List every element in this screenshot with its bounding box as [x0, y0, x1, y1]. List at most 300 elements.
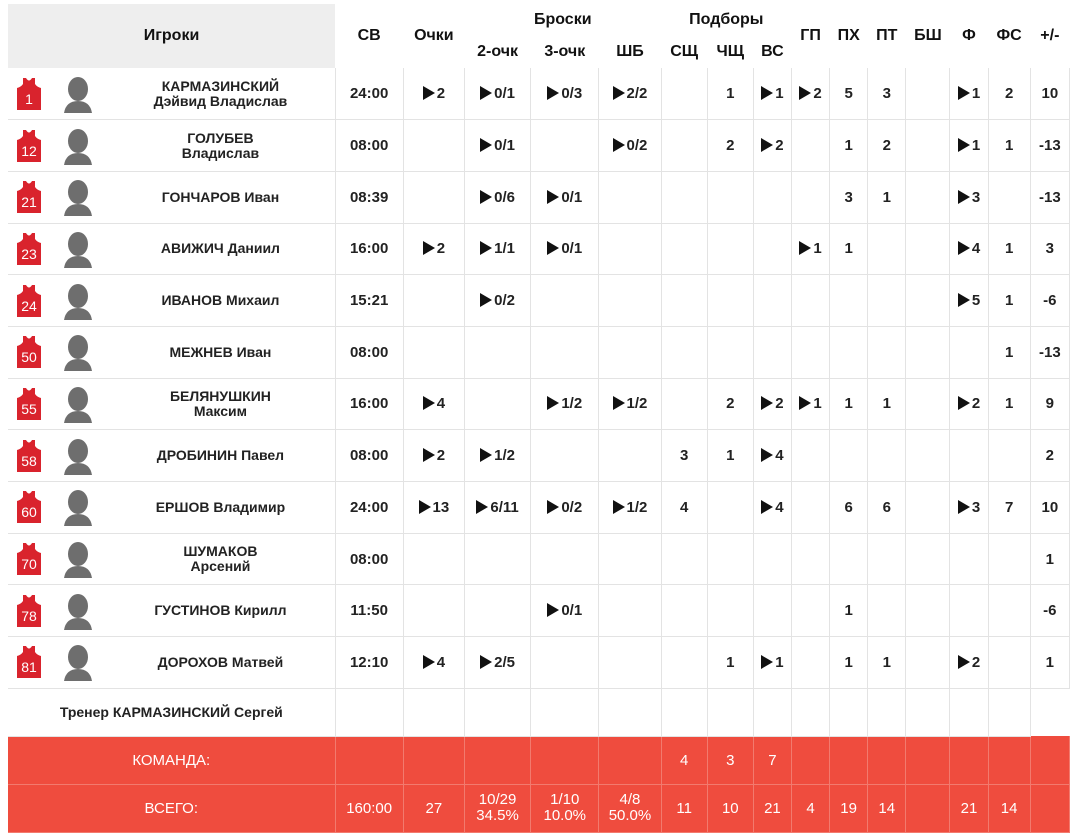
stat-three-pt	[531, 223, 599, 275]
stat-blk	[906, 120, 950, 172]
stat-def-reb	[661, 482, 707, 534]
stat-tot-reb-value: 4	[775, 498, 784, 516]
stat-ft	[599, 275, 661, 327]
play-video-icon[interactable]	[799, 396, 811, 410]
total-two-made: 10/29	[478, 791, 517, 809]
stat-off-reb	[707, 430, 753, 482]
play-video-icon[interactable]	[958, 190, 970, 204]
stat-tov	[868, 482, 906, 534]
play-video-icon[interactable]	[958, 86, 970, 100]
stat-plus-minus	[1030, 378, 1069, 430]
play-video-icon[interactable]	[423, 655, 435, 669]
header-stl: ПХ	[837, 27, 860, 44]
stat-tov	[868, 585, 906, 637]
total-three	[531, 784, 599, 832]
coach-empty-cell	[599, 688, 661, 736]
stat-tov	[868, 275, 906, 327]
stat-def-reb	[661, 68, 707, 120]
stat-off-reb	[707, 120, 753, 172]
stat-tot-reb-value: 1	[775, 85, 784, 103]
stat-blk	[906, 171, 950, 223]
jersey-icon	[17, 285, 41, 317]
stat-fouls	[950, 637, 988, 689]
stat-plus-minus-value: 10	[1041, 498, 1059, 516]
total-ft	[599, 784, 661, 832]
player-row[interactable]	[8, 326, 1070, 378]
play-video-icon[interactable]	[480, 86, 492, 100]
player-name-line1: ЕРШОВ Владимир	[155, 498, 286, 515]
play-video-icon[interactable]	[419, 500, 431, 514]
photo-cell	[50, 585, 106, 637]
player-name[interactable]	[106, 120, 335, 172]
stat-ft	[599, 637, 661, 689]
stat-two-pt-value: 0/6	[494, 188, 515, 206]
coach-row	[8, 688, 1070, 736]
play-video-icon[interactable]	[547, 190, 559, 204]
stat-pts	[403, 430, 464, 482]
stat-off-reb	[707, 68, 753, 120]
stat-ast-value: 1	[813, 395, 822, 413]
avatar-placeholder-icon	[61, 282, 95, 320]
team-empty-cell	[403, 736, 464, 784]
player-name-line1: КАРМАЗИНСКИЙ	[161, 77, 280, 94]
stat-off-reb	[707, 637, 753, 689]
player-name-line1: АВИЖИЧ Даниил	[160, 240, 280, 257]
stat-fouls-drawn	[988, 430, 1030, 482]
stat-pts	[403, 171, 464, 223]
stat-ft	[599, 326, 661, 378]
stat-blk	[906, 637, 950, 689]
stat-two-pt-value: 0/1	[494, 85, 515, 103]
stat-ast	[791, 326, 829, 378]
stat-pts	[403, 275, 464, 327]
stat-ft	[599, 482, 661, 534]
play-video-icon[interactable]	[613, 86, 625, 100]
stat-fouls	[950, 378, 988, 430]
stat-min	[335, 585, 403, 637]
stat-ft-value: 2/2	[626, 85, 648, 103]
stat-tov	[868, 326, 906, 378]
stat-fouls-value: 2	[971, 395, 981, 413]
stat-blk	[906, 68, 950, 120]
stat-ft-value: 0/2	[626, 137, 648, 155]
stat-fouls-drawn	[988, 533, 1030, 585]
stat-fouls-drawn	[988, 482, 1030, 534]
play-video-icon[interactable]	[480, 655, 492, 669]
boxscore-table	[8, 4, 1070, 833]
stat-three-pt	[531, 68, 599, 120]
stat-stl-value: 5	[844, 85, 853, 103]
stat-fouls-drawn	[988, 171, 1030, 223]
player-name-line2: Владислав	[181, 144, 260, 161]
stat-plus-minus	[1030, 482, 1069, 534]
stat-fouls-drawn	[988, 585, 1030, 637]
jersey-cell	[8, 482, 50, 534]
stat-stl	[830, 68, 868, 120]
stat-three-pt	[531, 378, 599, 430]
avatar-placeholder-icon	[61, 643, 95, 681]
stat-min-value: 15:21	[349, 292, 389, 310]
jersey-cell	[8, 275, 50, 327]
stat-tot-reb	[753, 585, 791, 637]
stat-plus-minus-value: -6	[1043, 292, 1057, 310]
photo-cell	[50, 533, 106, 585]
stat-ast	[791, 275, 829, 327]
stat-blk	[906, 378, 950, 430]
stat-min-value: 08:00	[349, 550, 389, 568]
jersey-number: 24	[21, 297, 37, 314]
total-stl: 19	[830, 784, 868, 832]
jersey-icon	[17, 491, 41, 523]
play-video-icon[interactable]	[613, 138, 625, 152]
player-row[interactable]	[8, 120, 1070, 172]
player-name[interactable]	[106, 171, 335, 223]
jersey-cell	[8, 120, 50, 172]
stat-two-pt	[464, 171, 530, 223]
coach-empty-cell	[707, 688, 753, 736]
stat-fouls-drawn	[988, 120, 1030, 172]
total-tov: 14	[868, 784, 906, 832]
play-video-icon[interactable]	[761, 396, 773, 410]
play-video-icon[interactable]	[423, 396, 435, 410]
stat-three-pt	[531, 482, 599, 534]
team-empty-cell	[791, 736, 829, 784]
jersey-number: 23	[21, 245, 37, 262]
stat-fouls-drawn-value: 2	[1004, 85, 1014, 103]
play-video-icon[interactable]	[799, 241, 811, 255]
stat-pts	[403, 482, 464, 534]
player-name-line1: ИВАНОВ Михаил	[161, 292, 280, 309]
player-name[interactable]	[106, 68, 335, 120]
stat-three-pt	[531, 637, 599, 689]
play-video-icon[interactable]	[761, 500, 773, 514]
player-name-line1: ДРОБИНИН Павел	[156, 447, 285, 464]
stat-blk	[906, 533, 950, 585]
jersey-icon	[17, 595, 41, 627]
play-video-icon[interactable]	[480, 138, 492, 152]
jersey-cell	[8, 585, 50, 637]
player-name[interactable]	[106, 430, 335, 482]
jersey-cell	[8, 326, 50, 378]
total-def-reb: 11	[661, 784, 707, 832]
stat-three-pt	[531, 430, 599, 482]
stat-blk	[906, 326, 950, 378]
play-video-icon[interactable]	[423, 241, 435, 255]
stat-ast	[791, 171, 829, 223]
stat-three-pt-value: 0/3	[561, 85, 583, 103]
photo-cell	[50, 637, 106, 689]
stat-off-reb-value: 2	[726, 395, 735, 413]
play-video-icon[interactable]	[761, 655, 773, 669]
stat-def-reb	[661, 275, 707, 327]
player-name[interactable]	[106, 223, 335, 275]
play-video-icon[interactable]	[761, 86, 773, 100]
stat-three-pt-value: 0/1	[561, 188, 583, 206]
total-two	[464, 784, 530, 832]
jersey-icon	[17, 233, 41, 265]
coach-empty-cell	[988, 688, 1030, 736]
header-shots-group: Броски	[533, 11, 592, 28]
player-row[interactable]	[8, 68, 1070, 120]
jersey-icon	[17, 388, 41, 420]
stat-min	[335, 171, 403, 223]
header-rebounds-group: Подборы	[689, 11, 764, 28]
play-video-icon[interactable]	[480, 448, 492, 462]
stat-min-value: 08:00	[349, 447, 389, 465]
stat-tot-reb	[753, 482, 791, 534]
stat-ast	[791, 223, 829, 275]
play-video-icon[interactable]	[547, 86, 559, 100]
header-pts: Очки	[414, 27, 454, 44]
stat-ft-value: 1/2	[626, 395, 648, 413]
header-players: Игроки	[8, 4, 335, 68]
total-plus-minus	[1030, 784, 1069, 832]
coach-empty-cell	[753, 688, 791, 736]
header-ast: ГП	[800, 27, 821, 44]
play-video-icon[interactable]	[613, 396, 625, 410]
stat-plus-minus-value: 3	[1045, 240, 1055, 258]
play-video-icon[interactable]	[958, 241, 970, 255]
play-video-icon[interactable]	[761, 448, 773, 462]
play-video-icon[interactable]	[958, 655, 970, 669]
stat-fouls-drawn	[988, 68, 1030, 120]
stat-off-reb	[707, 378, 753, 430]
coach-empty-cell	[950, 688, 988, 736]
stat-off-reb-value: 1	[726, 447, 735, 465]
play-video-icon[interactable]	[958, 500, 970, 514]
jersey-number: 55	[21, 400, 37, 417]
total-row	[8, 784, 1070, 832]
stat-fouls-drawn-value: 1	[1004, 240, 1014, 258]
play-video-icon[interactable]	[547, 396, 559, 410]
stat-min	[335, 120, 403, 172]
team-row	[8, 736, 1070, 784]
stat-min	[335, 223, 403, 275]
player-row[interactable]	[8, 533, 1070, 585]
stat-plus-minus-value: -6	[1043, 602, 1057, 620]
stat-plus-minus-value: 9	[1045, 395, 1055, 413]
coach-empty-cell	[830, 688, 868, 736]
stat-pts-value: 4	[436, 395, 446, 413]
stat-ast	[791, 68, 829, 120]
stat-min	[335, 430, 403, 482]
stat-ft	[599, 120, 661, 172]
stat-def-reb	[661, 326, 707, 378]
player-row[interactable]	[8, 223, 1070, 275]
player-name-line2: Арсений	[190, 558, 251, 575]
stat-blk	[906, 430, 950, 482]
play-video-icon[interactable]	[476, 500, 488, 514]
play-video-icon[interactable]	[423, 448, 435, 462]
player-row[interactable]	[8, 378, 1070, 430]
stat-min-value: 08:00	[349, 343, 389, 361]
stat-two-pt-value: 6/11	[490, 498, 519, 516]
stat-tot-reb	[753, 171, 791, 223]
stat-fouls-drawn	[988, 326, 1030, 378]
play-video-icon[interactable]	[547, 241, 559, 255]
stat-ft	[599, 378, 661, 430]
total-ft-made: 4/8	[619, 791, 641, 809]
play-video-icon[interactable]	[958, 396, 970, 410]
coach-empty-cell	[464, 688, 530, 736]
team-empty-cell	[830, 736, 868, 784]
total-blk	[906, 784, 950, 832]
stat-ft	[599, 533, 661, 585]
play-video-icon[interactable]	[613, 500, 625, 514]
stat-off-reb	[707, 326, 753, 378]
jersey-number: 70	[21, 556, 37, 573]
stat-ast	[791, 533, 829, 585]
stat-fouls	[950, 585, 988, 637]
jersey-number: 58	[21, 452, 37, 469]
player-name-line1: ДОРОХОВ Матвей	[157, 653, 284, 670]
stat-def-reb	[661, 533, 707, 585]
stat-three-pt-value: 0/1	[561, 240, 583, 258]
stat-tov	[868, 120, 906, 172]
stat-ft	[599, 171, 661, 223]
coach-empty-cell	[531, 688, 599, 736]
stat-off-reb	[707, 482, 753, 534]
stat-stl	[830, 585, 868, 637]
player-name[interactable]	[106, 378, 335, 430]
total-three-made: 1/10	[550, 791, 580, 809]
play-video-icon[interactable]	[480, 241, 492, 255]
play-video-icon[interactable]	[547, 500, 559, 514]
player-row[interactable]	[8, 430, 1070, 482]
stat-plus-minus	[1030, 275, 1069, 327]
jersey-icon	[17, 78, 41, 110]
photo-cell	[50, 68, 106, 120]
player-name[interactable]	[106, 326, 335, 378]
stat-stl-value: 6	[844, 498, 853, 516]
stat-min-value: 08:39	[349, 188, 389, 206]
stat-plus-minus-value: -13	[1039, 343, 1061, 361]
play-video-icon[interactable]	[761, 138, 773, 152]
stat-two-pt-value: 1/1	[494, 240, 515, 258]
play-video-icon[interactable]	[799, 86, 811, 100]
stat-tov-value: 1	[882, 188, 891, 206]
total-min: 160:00	[335, 784, 403, 832]
stat-fouls-value: 2	[971, 653, 981, 671]
stat-two-pt	[464, 223, 530, 275]
stat-pts	[403, 326, 464, 378]
stat-tov	[868, 533, 906, 585]
stat-pts	[403, 68, 464, 120]
player-name[interactable]	[106, 482, 335, 534]
avatar-placeholder-icon	[61, 75, 95, 113]
stat-two-pt	[464, 482, 530, 534]
stat-stl	[830, 533, 868, 585]
jersey-number: 50	[21, 349, 37, 366]
team-empty-cell	[950, 736, 988, 784]
stat-stl	[830, 275, 868, 327]
stat-fouls-value: 3	[971, 188, 981, 206]
stat-pts	[403, 223, 464, 275]
team-def-reb: 4	[661, 736, 707, 784]
stat-def-reb-value: 3	[679, 447, 689, 465]
team-empty-cell	[1030, 736, 1069, 784]
stat-stl-value: 1	[844, 653, 853, 671]
header-off-reb: ЧЩ	[716, 43, 745, 60]
total-three-pct: 10.0%	[543, 807, 587, 825]
stat-ast	[791, 378, 829, 430]
avatar-placeholder-icon	[61, 230, 95, 268]
photo-cell	[50, 430, 106, 482]
stat-plus-minus-value: 1	[1045, 653, 1055, 671]
player-row[interactable]	[8, 171, 1070, 223]
stat-off-reb	[707, 223, 753, 275]
stat-fouls-drawn-value: 1	[1004, 395, 1014, 413]
player-name[interactable]	[106, 533, 335, 585]
stat-tot-reb-value: 4	[775, 447, 784, 465]
jersey-cell	[8, 533, 50, 585]
play-video-icon[interactable]	[958, 138, 970, 152]
stat-min	[335, 275, 403, 327]
team-empty-cell	[599, 736, 661, 784]
player-name[interactable]	[106, 275, 335, 327]
stat-fouls	[950, 430, 988, 482]
avatar-placeholder-icon	[61, 178, 95, 216]
stat-ast	[791, 637, 829, 689]
player-name[interactable]	[106, 585, 335, 637]
stat-stl	[830, 482, 868, 534]
stat-three-pt	[531, 585, 599, 637]
coach-empty-cell	[335, 688, 403, 736]
stat-three-pt	[531, 326, 599, 378]
stat-tov-value: 3	[882, 85, 891, 103]
play-video-icon[interactable]	[423, 86, 435, 100]
stat-ft	[599, 68, 661, 120]
stat-min	[335, 326, 403, 378]
avatar-placeholder-icon	[61, 488, 95, 526]
stat-stl	[830, 326, 868, 378]
stat-tot-reb	[753, 223, 791, 275]
play-video-icon[interactable]	[547, 603, 559, 617]
stat-min	[335, 533, 403, 585]
stat-fouls-value: 1	[971, 137, 981, 155]
coach-empty-cell	[791, 688, 829, 736]
photo-cell	[50, 120, 106, 172]
stat-two-pt	[464, 378, 530, 430]
stat-tov	[868, 171, 906, 223]
stat-blk	[906, 585, 950, 637]
stat-off-reb	[707, 275, 753, 327]
total-label: ВСЕГО:	[8, 784, 335, 832]
play-video-icon[interactable]	[480, 293, 492, 307]
stat-stl-value: 1	[844, 240, 853, 258]
team-empty-cell	[988, 736, 1030, 784]
jersey-icon	[17, 130, 41, 162]
stat-tov	[868, 378, 906, 430]
play-video-icon[interactable]	[480, 190, 492, 204]
stat-stl	[830, 171, 868, 223]
stat-off-reb-value: 1	[726, 85, 735, 103]
stat-plus-minus	[1030, 637, 1069, 689]
player-row[interactable]	[8, 585, 1070, 637]
stat-tov	[868, 223, 906, 275]
team-empty-cell	[906, 736, 950, 784]
player-row[interactable]	[8, 637, 1070, 689]
player-row[interactable]	[8, 275, 1070, 327]
photo-cell	[50, 378, 106, 430]
play-video-icon[interactable]	[958, 293, 970, 307]
player-name[interactable]	[106, 637, 335, 689]
player-row[interactable]	[8, 482, 1070, 534]
stat-fouls-value: 5	[971, 292, 981, 310]
stat-def-reb	[661, 120, 707, 172]
stat-fouls	[950, 275, 988, 327]
jersey-cell	[8, 68, 50, 120]
